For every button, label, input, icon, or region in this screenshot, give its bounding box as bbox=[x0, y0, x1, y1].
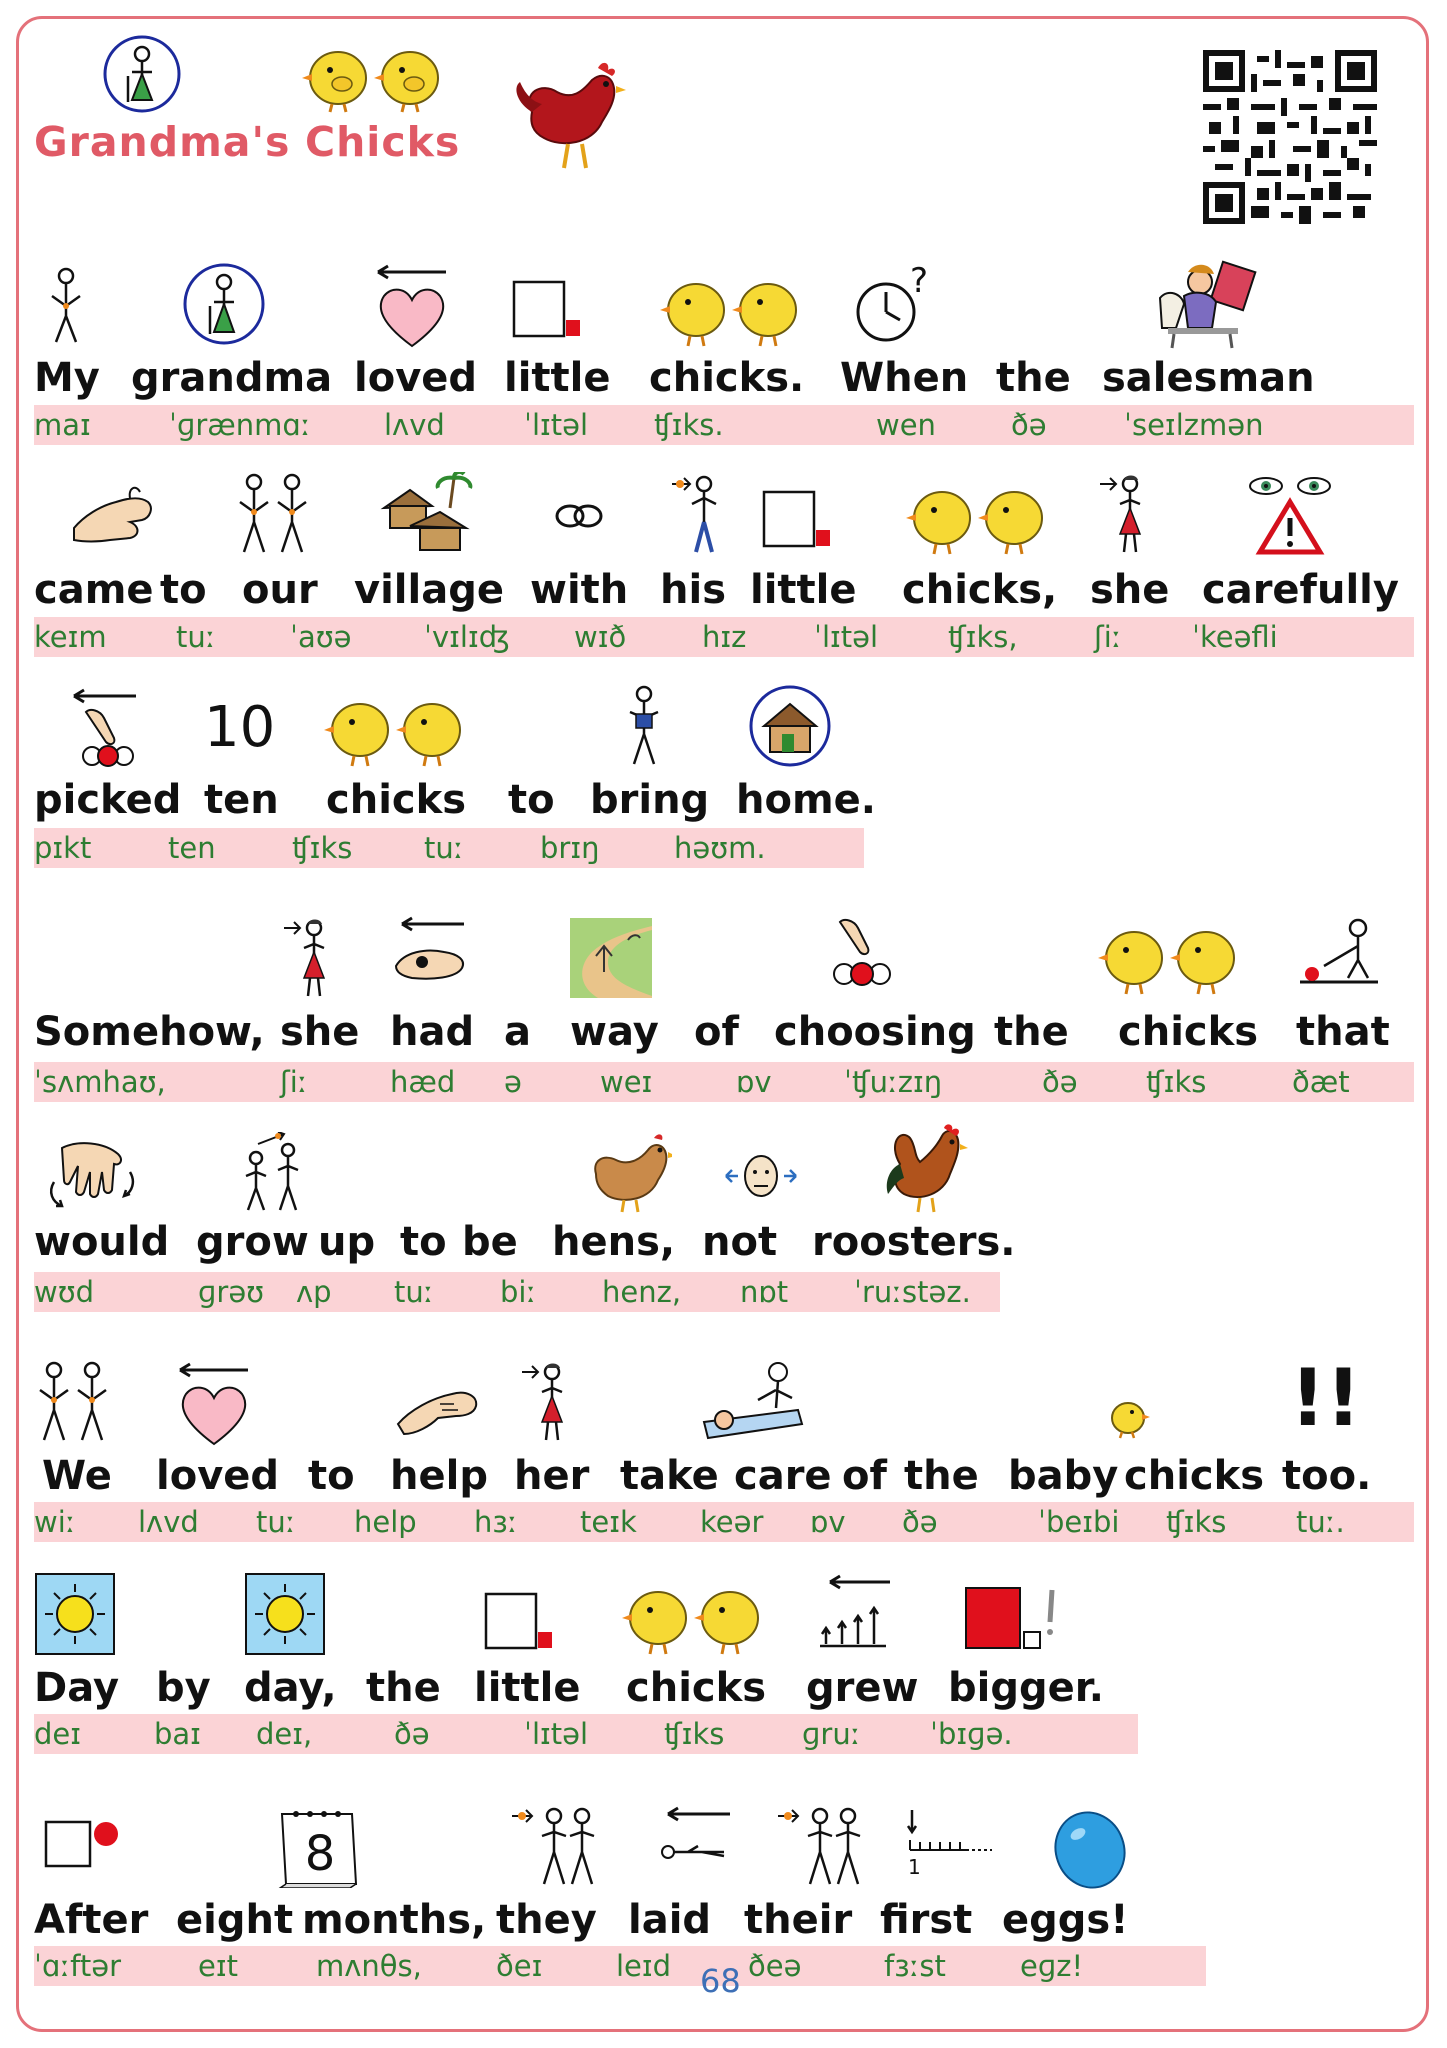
pronunciation: deɪ, bbox=[256, 1717, 313, 1751]
loved-heart-icon bbox=[372, 262, 452, 350]
word: to bbox=[160, 567, 207, 613]
word: a bbox=[504, 1009, 531, 1055]
pronunciation: tuː bbox=[256, 1505, 296, 1539]
pronunciation: ðə bbox=[1042, 1065, 1078, 1099]
had-hand-icon bbox=[392, 916, 472, 986]
pronunciation: ˈlɪtəl bbox=[814, 620, 879, 654]
word: his bbox=[660, 567, 726, 613]
word: grew bbox=[806, 1665, 919, 1711]
word: Somehow, bbox=[34, 1009, 265, 1055]
svg-text:?: ? bbox=[910, 262, 929, 301]
pronunciation: fɜːst bbox=[884, 1949, 946, 1983]
egg-icon bbox=[1050, 1806, 1130, 1892]
his-boy-icon bbox=[670, 472, 730, 556]
word: carefully bbox=[1202, 567, 1399, 613]
pronunciation: ʌp bbox=[296, 1275, 332, 1309]
word: bring bbox=[590, 777, 710, 823]
me-person-icon bbox=[46, 266, 86, 346]
chicks-icon bbox=[902, 476, 1052, 556]
word: village bbox=[354, 567, 504, 613]
pronunciation: eɡz! bbox=[1020, 1949, 1084, 1983]
pronunciation: ʧɪks bbox=[292, 831, 353, 865]
title-word-grandmas: Grandma's bbox=[34, 118, 291, 166]
pronunciation: ˈsʌmhaʊ, bbox=[34, 1065, 166, 1099]
word: little bbox=[750, 567, 857, 613]
pronunciation: ˈbɪɡə. bbox=[930, 1717, 1013, 1751]
word: that bbox=[1296, 1009, 1390, 1055]
word: little bbox=[504, 355, 611, 401]
word: months, bbox=[302, 1897, 487, 1943]
baby-chick-icon bbox=[1102, 1390, 1152, 1440]
pronunciation: wiː bbox=[34, 1505, 76, 1539]
word: chicks bbox=[626, 1665, 767, 1711]
pronunciation: eɪt bbox=[198, 1949, 238, 1983]
pronunciation: ˈʧuːzɪŋ bbox=[844, 1065, 943, 1099]
not-face-icon bbox=[724, 1148, 798, 1204]
pronunciation: ˈɑːftər bbox=[34, 1949, 121, 1983]
word: the bbox=[366, 1665, 441, 1711]
word: chicks bbox=[1118, 1009, 1259, 1055]
word: would bbox=[34, 1219, 170, 1265]
she-woman-icon bbox=[1098, 472, 1154, 556]
ten-numeral: 10 bbox=[204, 695, 276, 760]
that-pointing-icon bbox=[1296, 916, 1382, 1000]
pronunciation: ˈkeəfli bbox=[1192, 620, 1278, 654]
grew-arrows-icon bbox=[820, 1572, 894, 1652]
word: to bbox=[400, 1219, 447, 1265]
we-people-icon bbox=[34, 1360, 114, 1444]
pronunciation: henz, bbox=[602, 1275, 682, 1309]
word: with bbox=[530, 567, 629, 613]
little-square-icon bbox=[762, 490, 832, 550]
pronunciation: ɡruː bbox=[802, 1717, 861, 1751]
word: our bbox=[242, 567, 318, 613]
word: came bbox=[34, 567, 154, 613]
little-square-icon bbox=[512, 280, 582, 340]
our-people-icon bbox=[234, 472, 314, 556]
pronunciation: biː bbox=[500, 1275, 537, 1309]
word: of bbox=[842, 1453, 887, 1499]
red-hen-icon bbox=[512, 52, 632, 176]
pronunciation: ˈaʊə bbox=[290, 620, 352, 654]
word: loved bbox=[156, 1453, 280, 1499]
pronunciation: hæd bbox=[390, 1065, 456, 1099]
grandma-icon bbox=[182, 262, 266, 346]
when-clock-icon bbox=[852, 262, 936, 346]
pronunciation: ˈbeɪbi bbox=[1038, 1505, 1120, 1539]
word: the bbox=[996, 355, 1071, 401]
word: roosters. bbox=[812, 1219, 1016, 1265]
pronunciation: keɪm bbox=[34, 620, 107, 654]
pronunciation: hɪz bbox=[702, 620, 747, 654]
word: the bbox=[904, 1453, 979, 1499]
chicks-icon bbox=[320, 688, 470, 768]
day-sun-icon bbox=[244, 1572, 326, 1656]
pronunciation: ðeə bbox=[748, 1949, 802, 1983]
bring-person-icon bbox=[620, 684, 670, 768]
salesman-icon bbox=[1154, 258, 1264, 350]
grow-up-people-icon bbox=[238, 1132, 308, 1212]
pronunciation: ðə bbox=[394, 1717, 430, 1751]
laid-figure-icon bbox=[658, 1804, 738, 1874]
word: hens, bbox=[552, 1219, 676, 1265]
word: she bbox=[280, 1009, 360, 1055]
pronunciation: ˈɡrænmɑː bbox=[169, 408, 311, 442]
word: choosing bbox=[774, 1009, 976, 1055]
her-woman-icon bbox=[520, 1360, 576, 1444]
their-people-icon bbox=[776, 1804, 866, 1888]
pronunciation: ˈvɪlɪʤ bbox=[424, 620, 510, 654]
word: to bbox=[308, 1453, 355, 1499]
pronunciation: ʧɪks, bbox=[948, 620, 1018, 654]
pronunciation: teɪk bbox=[580, 1505, 637, 1539]
word: she bbox=[1090, 567, 1170, 613]
word: home. bbox=[736, 777, 876, 823]
word: eggs! bbox=[1002, 1897, 1129, 1943]
ruler-number: 1 bbox=[908, 1855, 921, 1879]
pronunciation: mʌnθs, bbox=[316, 1949, 422, 1983]
pronunciation: ðə bbox=[1011, 408, 1047, 442]
word: We bbox=[42, 1453, 112, 1499]
after-square-icon bbox=[44, 1812, 120, 1872]
calendar-number: 8 bbox=[304, 1826, 336, 1882]
first-ruler-icon bbox=[906, 1806, 996, 1882]
word: of bbox=[694, 1009, 739, 1055]
word: help bbox=[390, 1453, 488, 1499]
word: chicks. bbox=[649, 355, 805, 401]
day-sun-icon bbox=[34, 1572, 116, 1656]
word: little bbox=[474, 1665, 581, 1711]
pronunciation: ʧɪks bbox=[1146, 1065, 1207, 1099]
choosing-hand-icon bbox=[824, 916, 894, 1000]
pronunciation: wen bbox=[876, 408, 936, 442]
title-word-chicks: Chicks bbox=[305, 118, 461, 166]
pronunciation: ʧɪks. bbox=[654, 408, 724, 442]
pronunciation: maɪ bbox=[34, 408, 91, 442]
word: salesman bbox=[1102, 355, 1315, 401]
pronunciation: baɪ bbox=[154, 1717, 201, 1751]
bigger-square-icon bbox=[964, 1584, 1064, 1652]
pronunciation: keər bbox=[700, 1505, 764, 1539]
word: not bbox=[702, 1219, 778, 1265]
chicks-icon bbox=[298, 34, 448, 114]
village-icon bbox=[380, 472, 476, 556]
word: baby bbox=[1008, 1453, 1119, 1499]
word: grandma bbox=[131, 355, 333, 401]
chicks-icon bbox=[1094, 916, 1244, 996]
word: chicks bbox=[1124, 1453, 1265, 1499]
pronunciation: leɪd bbox=[616, 1949, 672, 1983]
pronunciation: ʃiː bbox=[280, 1065, 308, 1099]
word: After bbox=[34, 1897, 149, 1943]
came-hand-icon bbox=[70, 476, 160, 556]
word: My bbox=[34, 355, 100, 401]
word: ten bbox=[204, 777, 279, 823]
word: way bbox=[570, 1009, 659, 1055]
pronunciation: ðə bbox=[902, 1505, 938, 1539]
pronunciation: ʃiː bbox=[1094, 620, 1122, 654]
word: day, bbox=[244, 1665, 337, 1711]
pronunciation: ɡrəʊ bbox=[198, 1275, 265, 1309]
word: they bbox=[496, 1897, 597, 1943]
word: picked bbox=[34, 777, 182, 823]
pronunciation: tuː. bbox=[1296, 1505, 1345, 1539]
pronunciation: ten bbox=[168, 831, 216, 865]
pronunciation: ˈlɪtəl bbox=[524, 1717, 589, 1751]
pronunciation: ˈlɪtəl bbox=[524, 408, 589, 442]
carefully-eyes-warning-icon bbox=[1240, 472, 1340, 556]
too-exclamation-icon: !! bbox=[1290, 1354, 1362, 1444]
word: eight bbox=[176, 1897, 294, 1943]
pronunciation: help bbox=[354, 1505, 417, 1539]
word: their bbox=[744, 1897, 853, 1943]
pronunciation: brɪŋ bbox=[540, 831, 600, 865]
word: the bbox=[994, 1009, 1069, 1055]
word: to bbox=[508, 777, 555, 823]
calendar-icon bbox=[276, 1804, 360, 1888]
help-hand-icon bbox=[394, 1380, 484, 1440]
would-hand-icon bbox=[44, 1132, 140, 1212]
word: grow bbox=[196, 1219, 309, 1265]
word: care bbox=[734, 1453, 832, 1499]
word: chicks, bbox=[902, 567, 1058, 613]
pronunciation: nɒt bbox=[740, 1275, 789, 1309]
they-people-icon bbox=[510, 1804, 600, 1888]
grandma-icon bbox=[102, 34, 182, 114]
pronunciation: ðæt bbox=[1292, 1065, 1350, 1099]
word: too. bbox=[1282, 1453, 1372, 1499]
word: be bbox=[462, 1219, 518, 1265]
way-path-icon bbox=[568, 916, 654, 1000]
word: her bbox=[514, 1453, 590, 1499]
pronunciation: ə bbox=[504, 1065, 522, 1099]
word: When bbox=[840, 355, 969, 401]
with-rings-icon bbox=[552, 500, 608, 532]
word: up bbox=[318, 1219, 376, 1265]
word: chicks bbox=[326, 777, 467, 823]
word: by bbox=[156, 1665, 211, 1711]
word: had bbox=[390, 1009, 475, 1055]
take-care-icon bbox=[698, 1360, 808, 1444]
pronunciation: lʌvd bbox=[384, 408, 445, 442]
page-number: 68 bbox=[700, 1962, 741, 2000]
word: bigger. bbox=[948, 1665, 1104, 1711]
rooster-icon bbox=[880, 1124, 970, 1214]
pronunciation-band bbox=[34, 1062, 1414, 1102]
pronunciation: wɪð bbox=[574, 620, 627, 654]
hen-icon bbox=[588, 1128, 672, 1214]
pronunciation: ˈruːstəz. bbox=[854, 1275, 971, 1309]
pronunciation: lʌvd bbox=[138, 1505, 199, 1539]
pronunciation: ˈseɪlzmən bbox=[1124, 408, 1264, 442]
word: Day bbox=[34, 1665, 120, 1711]
word: first bbox=[880, 1897, 973, 1943]
pronunciation: ʧɪks bbox=[1166, 1505, 1227, 1539]
pronunciation: tuː bbox=[424, 831, 464, 865]
word: loved bbox=[354, 355, 478, 401]
word: take bbox=[620, 1453, 719, 1499]
qr-code-icon bbox=[1203, 50, 1377, 224]
pronunciation: həʊm. bbox=[674, 831, 766, 865]
she-woman-icon bbox=[282, 916, 338, 1000]
pronunciation: wʊd bbox=[34, 1275, 95, 1309]
home-icon bbox=[748, 684, 832, 768]
loved-heart-icon bbox=[174, 1360, 254, 1448]
word: laid bbox=[628, 1897, 712, 1943]
pronunciation: ðeɪ bbox=[496, 1949, 543, 1983]
pronunciation: hɜː bbox=[474, 1505, 518, 1539]
pronunciation: weɪ bbox=[600, 1065, 653, 1099]
little-square-icon bbox=[484, 1592, 554, 1652]
pronunciation: ɒv bbox=[810, 1505, 846, 1539]
pronunciation: deɪ bbox=[34, 1717, 82, 1751]
pronunciation: ʧɪks bbox=[664, 1717, 725, 1751]
pronunciation: tuː bbox=[394, 1275, 434, 1309]
pronunciation: ɒv bbox=[736, 1065, 772, 1099]
picked-hand-icon bbox=[70, 688, 140, 768]
pronunciation: tuː bbox=[176, 620, 216, 654]
chicks-icon bbox=[656, 268, 806, 348]
chicks-icon bbox=[618, 1576, 768, 1656]
pronunciation: pɪkt bbox=[34, 831, 92, 865]
